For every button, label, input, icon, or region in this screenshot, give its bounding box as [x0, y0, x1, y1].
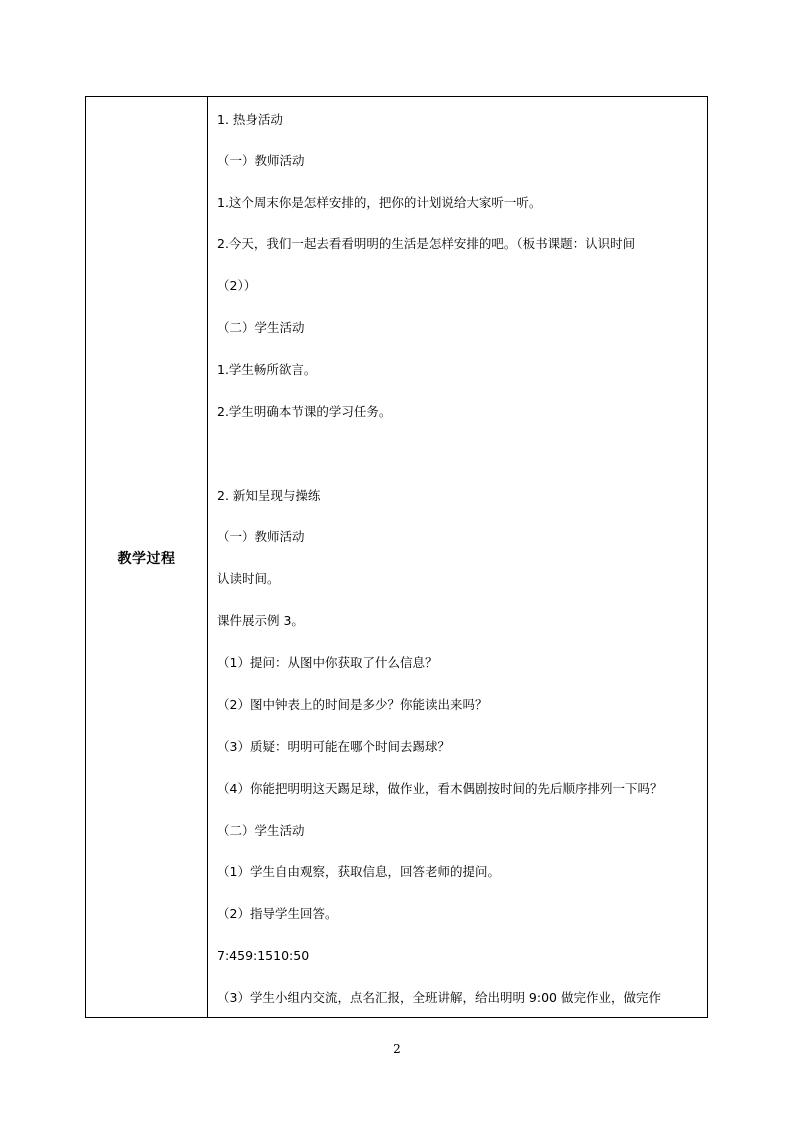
- content-line: （2））: [217, 278, 257, 293]
- content-line: 1.这个周末你是怎样安排的，把你的计划说给大家听一听。: [217, 195, 542, 210]
- content-line: （3）质疑：明明可能在哪个时间去踢球？: [217, 739, 450, 754]
- content-line: 课件展示例 3。: [217, 613, 304, 628]
- content-line: 2.学生明确本节课的学习任务。: [217, 404, 392, 419]
- content-line: 认读时间。: [217, 571, 280, 586]
- content-line: 1. 热身活动: [217, 112, 283, 127]
- content-line: （二）学生活动: [217, 320, 305, 335]
- content-line: （2）指导学生回答。: [217, 906, 338, 921]
- content-line: （一）教师活动: [217, 529, 305, 544]
- content-line: （1）提问：从图中你获取了什么信息？: [217, 655, 438, 670]
- page-number: 2: [393, 1042, 401, 1056]
- content-line: （二）学生活动: [217, 823, 305, 838]
- content-line: 2. 新知呈现与操练: [217, 488, 321, 503]
- content-line: 1.学生畅所欲言。: [217, 362, 317, 377]
- lesson-table: [85, 96, 708, 1018]
- content-line: 7:459:1510:50: [217, 948, 310, 963]
- content-line: （4）你能把明明这天踢足球，做作业，看木偶剧按时间的先后顺序排列一下吗？: [217, 781, 663, 796]
- section-label: 教学过程: [117, 551, 176, 567]
- content-line: （2）图中钟表上的时间是多少？你能读出来吗？: [217, 697, 488, 712]
- content-line: 2.今天，我们一起去看看明明的生活是怎样安排的吧。（板书课题：认识时间: [217, 236, 636, 251]
- column-divider: [207, 97, 208, 1017]
- content-line: （3）学生小组内交流，点名汇报，全班讲解，给出明明 9:00 做完作业，做完作: [217, 990, 661, 1005]
- content-line: （1）学生自由观察，获取信息，回答老师的提问。: [217, 864, 500, 879]
- content-line: （一）教师活动: [217, 153, 305, 168]
